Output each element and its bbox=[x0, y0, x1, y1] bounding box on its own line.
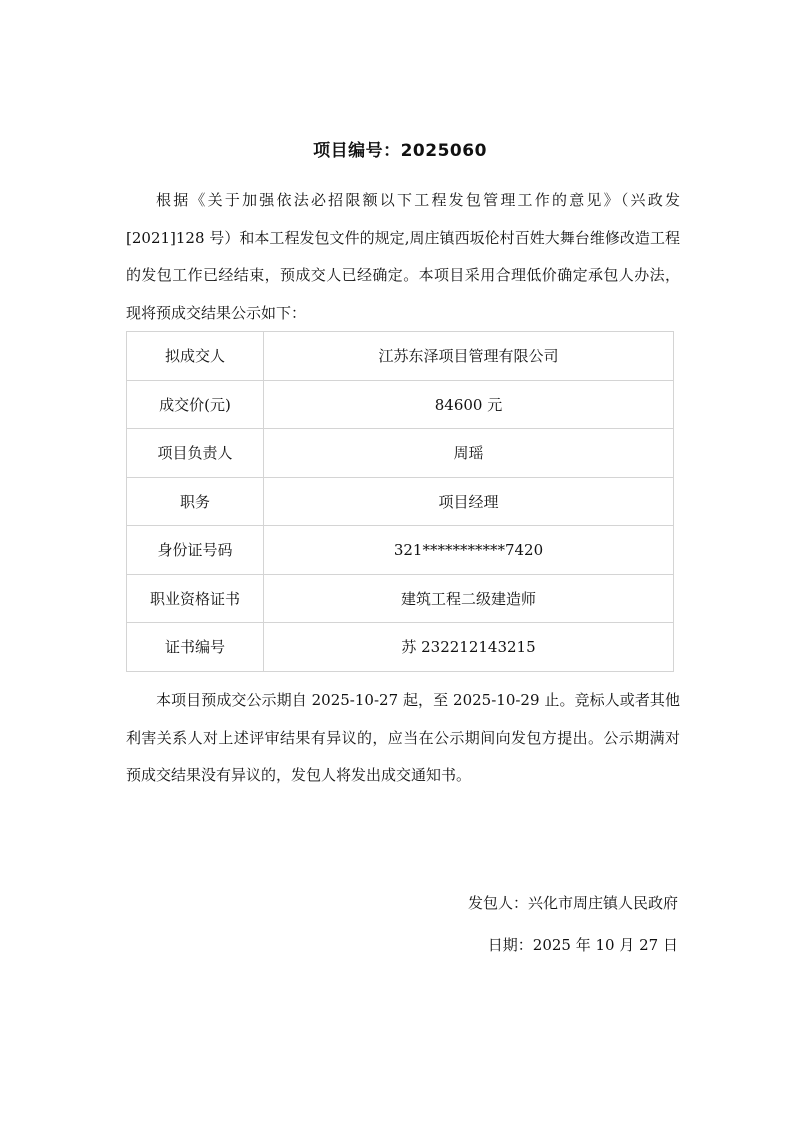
row-value: 苏 232212143215 bbox=[264, 623, 674, 672]
issuer-signature: 发包人：兴化市周庄镇人民政府 bbox=[467, 894, 678, 912]
table-row bbox=[127, 477, 674, 526]
document-title: 项目编号：2025060 bbox=[313, 141, 487, 161]
row-label: 拟成交人 bbox=[127, 332, 264, 381]
table-row bbox=[127, 429, 674, 478]
intro-paragraph: 根据《关于加强依法必招限额以下工程发包管理工作的意见》（兴政发[2021]128 号）和本工程发包文件的规定,周庄镇西坂伦村百姓大舞台维修改造工程的发包工作已经结束，预成交人已经确定。本项目采用合理低价确定承包人办法，现将预成交结果公示如下： bbox=[126, 191, 680, 322]
row-label: 项目负责人 bbox=[127, 429, 264, 478]
table-row bbox=[127, 332, 674, 381]
row-value: 江苏东泽项目管理有限公司 bbox=[264, 332, 674, 381]
row-value: 周瑶 bbox=[264, 429, 674, 478]
row-value: 321***********7420 bbox=[264, 526, 674, 575]
row-label: 成交价(元) bbox=[127, 380, 264, 429]
result-table bbox=[126, 331, 674, 672]
row-value: 建筑工程二级建造师 bbox=[264, 574, 674, 623]
row-label: 证书编号 bbox=[127, 623, 264, 672]
row-label: 职务 bbox=[127, 477, 264, 526]
table-row bbox=[127, 574, 674, 623]
notice-paragraph: 本项目预成交公示期自 2025-10-27 起，至 2025-10-29 止。竞标人或者其他利害关系人对上述评审结果有异议的，应当在公示期间向发包方提出。公示期满对预成交结果没有异议的，发包人将发出成交通知书。 bbox=[126, 691, 680, 784]
row-label: 职业资格证书 bbox=[127, 574, 264, 623]
table-row bbox=[127, 623, 674, 672]
table-row bbox=[127, 380, 674, 429]
row-value: 项目经理 bbox=[264, 477, 674, 526]
issue-date: 日期：2025 年 10 月 27 日 bbox=[487, 936, 678, 954]
table-row bbox=[127, 526, 674, 575]
row-value: 84600 元 bbox=[264, 380, 674, 429]
row-label: 身份证号码 bbox=[127, 526, 264, 575]
